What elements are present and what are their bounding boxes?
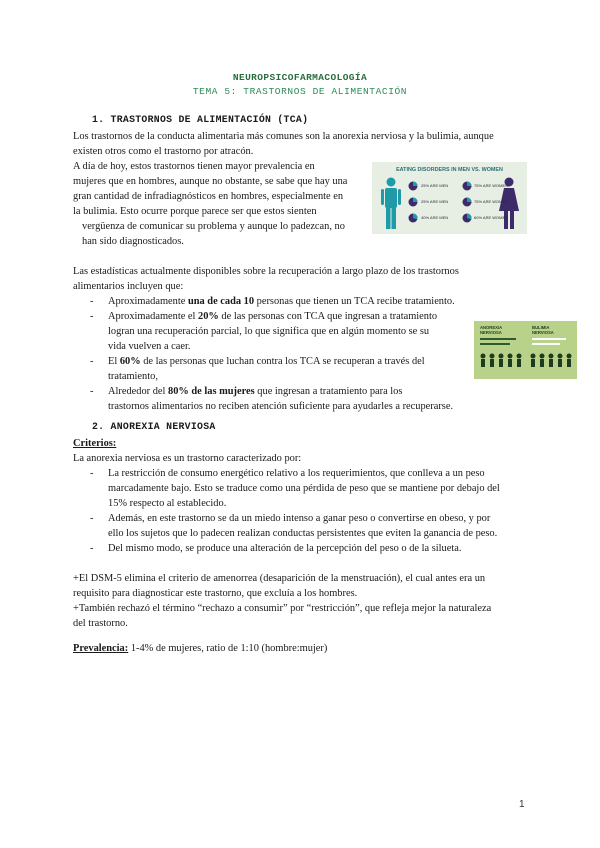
bullet-dash: - xyxy=(90,513,94,524)
paragraph-line: alimentarios incluyen que: xyxy=(73,281,184,292)
section-1-title: 1. TRASTORNOS DE ALIMENTACIÓN (TCA) xyxy=(92,114,309,125)
bullet-text-continued: ello los sujetos que lo padecen realizan conductas persistentes que eviten la ganancia de peso. xyxy=(108,528,498,539)
section-2-title: 2. ANOREXIA NERVIOSA xyxy=(92,421,216,432)
paragraph-line: La anorexia nerviosa es un trastorno caracterizado por: xyxy=(73,453,302,464)
pie-chart-icon xyxy=(462,213,472,223)
pie-chart-icon xyxy=(462,197,472,207)
recovery-infographic xyxy=(474,321,577,379)
pie-chart-icon xyxy=(408,181,418,191)
pie-chart-icon xyxy=(408,197,418,207)
bullet-text: Alrededor del 80% de las mujeres que ingresan a tratamiento para los xyxy=(108,386,403,397)
row-label-men: 25% ARE MEN xyxy=(421,199,449,204)
paragraph-line: mujeres que en hombres, aunque no obstante, se sabe que hay una xyxy=(73,176,348,187)
bullet-text: Aproximadamente el 20% de las personas con TCA que ingresan a tratamiento xyxy=(108,311,438,322)
bullet-text: Aproximadamente una de cada 10 personas que tienen un TCA recibe tratamiento. xyxy=(108,296,455,307)
person-icon xyxy=(479,353,524,375)
row-label-women: 75% ARE WOMEN xyxy=(474,199,509,204)
bullet-dash: - xyxy=(90,386,94,397)
row-label-men: 25% ARE MEN xyxy=(421,183,449,188)
paragraph-line: A día de hoy, estos trastornos tienen mayor prevalencia en xyxy=(73,161,315,172)
bullet-dash: - xyxy=(90,543,94,554)
paragraph-line: existen otros como el trastorno por atracón. xyxy=(73,146,254,157)
bullet-text-continued: tratamiento, xyxy=(108,371,158,382)
document-subject: NEUROPSICOFARMACOLOGÍA xyxy=(232,72,368,83)
infographic-title: EATING DISORDERS IN MEN VS. WOMEN xyxy=(396,167,503,173)
paragraph-line: +También rechazó el término “rechazo a consumir” por “restricción”, que refleja mejor la naturaleza xyxy=(73,603,492,614)
paragraph-line: +El DSM-5 elimina el criterio de amenorrea (desaparición de la menstruación), el cual antes era un xyxy=(73,573,486,584)
paragraph-line: requisito para diagnosticar este trastorno, que excluía a los hombres. xyxy=(73,588,358,599)
paragraph-line: vergüenza de comunicar su problema y aunque lo padezcan, no xyxy=(82,221,345,232)
paragraph-line: Los trastornos de la conducta alimentaria más comunes son la anorexia nerviosa y la bulimia, aunque xyxy=(73,131,494,142)
paragraph-line: Las estadísticas actualmente disponibles sobre la recuperación a largo plazo de los trastornos xyxy=(73,266,459,277)
eating-disorders-infographic xyxy=(372,162,527,234)
infographic-left-title: ANOREXIA NERVIOSA xyxy=(480,325,502,335)
row-label-women: 75% ARE WOMEN xyxy=(474,183,509,188)
row-label-women: 60% ARE WOMEN xyxy=(474,215,509,220)
person-icon xyxy=(529,353,574,375)
criteria-label: Criterios: xyxy=(73,438,117,449)
bullet-text: La restricción de consumo energético relativo a los requerimientos, que conlleva a un peso xyxy=(108,468,485,479)
bullet-dash: - xyxy=(90,296,94,307)
bullet-text: Además, en este trastorno se da un miedo intenso a ganar peso o convertirse en obeso, y por xyxy=(108,513,491,524)
paragraph-line: del trastorno. xyxy=(73,618,128,629)
bullet-text-continued: vida vuelven a caer. xyxy=(108,341,191,352)
paragraph-line: gran cantidad de infradiagnósticos en hombres, especialmente en xyxy=(73,191,344,202)
document-topic: TEMA 5: TRASTORNOS DE ALIMENTACIÓN xyxy=(192,86,408,97)
bullet-text: El 60% de las personas que luchan contra los TCA se recuperan a través del xyxy=(108,356,425,367)
male-figure-icon xyxy=(380,177,402,231)
bullet-dash: - xyxy=(90,356,94,367)
infographic-right-title: BULIMIA NERVIOSA xyxy=(532,325,554,335)
bullet-text-continued: marcadamente bajo. Esto se traduce como una pérdida de peso que se mantiene por debajo del xyxy=(108,483,500,494)
pie-chart-icon xyxy=(462,181,472,191)
bullet-dash: - xyxy=(90,468,94,479)
bullet-text: Del mismo modo, se produce una alteración de la percepción del peso o de la silueta. xyxy=(108,543,462,554)
paragraph-line: han sido diagnosticados. xyxy=(82,236,184,247)
bullet-text-continued: trastornos alimentarios no reciben atención suficiente para ayudarles a recuperarse. xyxy=(108,401,454,412)
paragraph-line: la bulimia. Esto ocurre porque parece ser que estos sienten xyxy=(73,206,317,217)
bullet-dash: - xyxy=(90,311,94,322)
row-label-men: 40% ARE MEN xyxy=(421,215,449,220)
bullet-text-continued: logran una recuperación parcial, lo que significa que en algún momento se su xyxy=(108,326,430,337)
page-number: 1 xyxy=(519,799,525,810)
prevalence-line: Prevalencia: 1-4% de mujeres, ratio de 1:10 (hombre:mujer) xyxy=(73,643,328,654)
pie-chart-icon xyxy=(408,213,418,223)
bullet-text-continued: 15% respecto al establecido. xyxy=(108,498,227,509)
